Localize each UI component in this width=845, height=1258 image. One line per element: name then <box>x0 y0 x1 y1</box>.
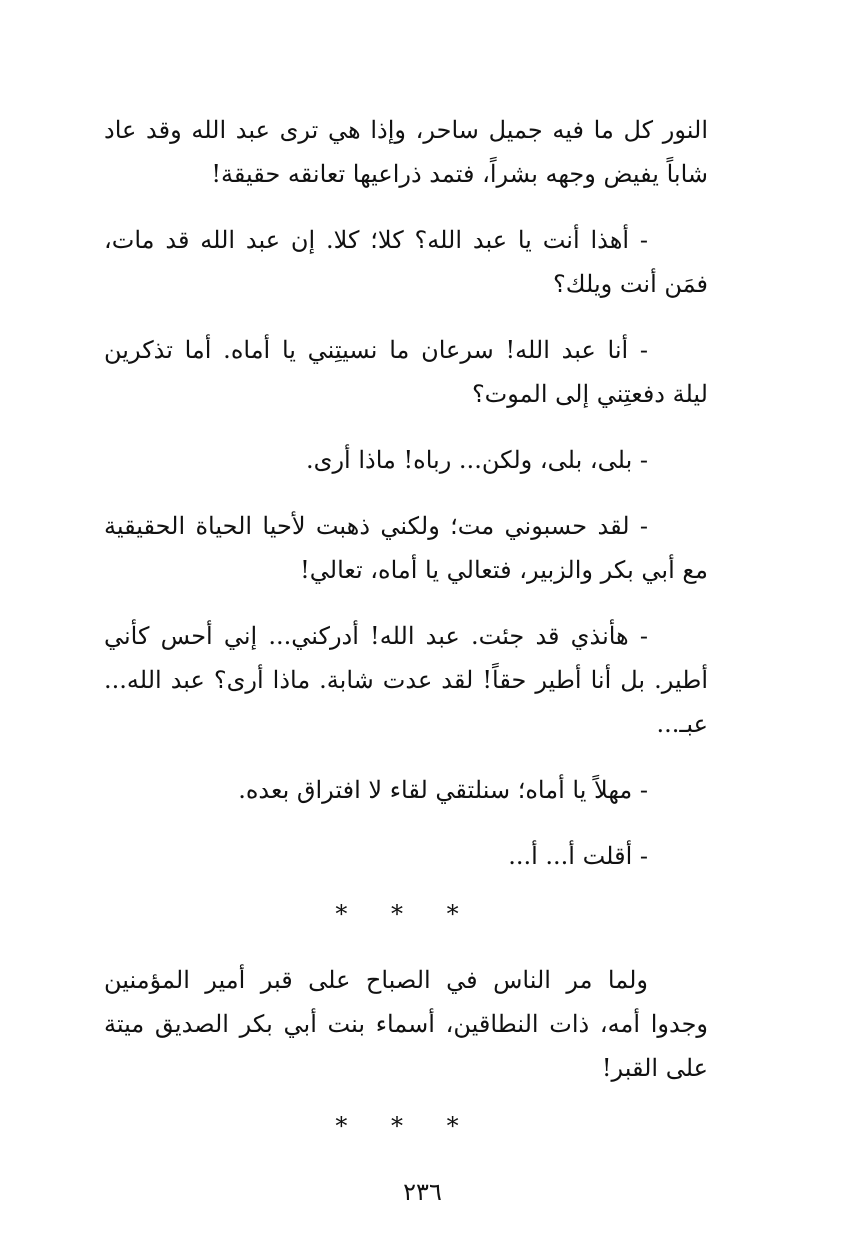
page-body <box>104 108 708 1170</box>
page-number: ٢٣٦ <box>403 1178 442 1206</box>
section-separator-2: * * * <box>335 1112 477 1140</box>
closing-paragraph: ولما مر الناس في الصباح على قبر أمير المؤمنين وجدوا أمه، ذات النطاقين، أسماء بنت أبي بكر الصديق ميتة على القبر! <box>104 966 708 1082</box>
paragraph-2: - أهذا أنت يا عبد الله؟ كلا؛ كلا. إن عبد الله قد مات، فمَن أنت ويلك؟ <box>104 226 708 298</box>
paragraph-1: النور كل ما فيه جميل ساحر، وإذا هي ترى عبد الله وقد عاد شاباً يفيض وجهه بشراً، فتمد ذراعيها تعانقه حقيقة! <box>104 116 708 188</box>
paragraph-3: - أنا عبد الله! سرعان ما نسيتِني يا أماه. أما تذكرين ليلة دفعتِني إلى الموت؟ <box>104 336 708 408</box>
paragraph-5: - لقد حسبوني مت؛ ولكني ذهبت لأحيا الحياة الحقيقية مع أبي بكر والزبير، فتعالي يا أماه، تعالي! <box>104 512 708 584</box>
paragraph-8: - أقلت أ... أ... <box>508 842 648 870</box>
paragraph-6: - هأنذي قد جئت. عبد الله! أدركني... إني أحس كأني أطير. بل أنا أطير حقاً! لقد عدت شابة. ماذا أرى؟ عبد الله... عبـ... <box>104 622 708 738</box>
paragraph-4: - بلى، بلى، ولكن... رباه! ماذا أرى. <box>306 446 648 474</box>
paragraph-7: - مهلاً يا أماه؛ سنلتقي لقاء لا افتراق بعده. <box>238 776 648 804</box>
section-separator-1: * * * <box>335 900 477 928</box>
